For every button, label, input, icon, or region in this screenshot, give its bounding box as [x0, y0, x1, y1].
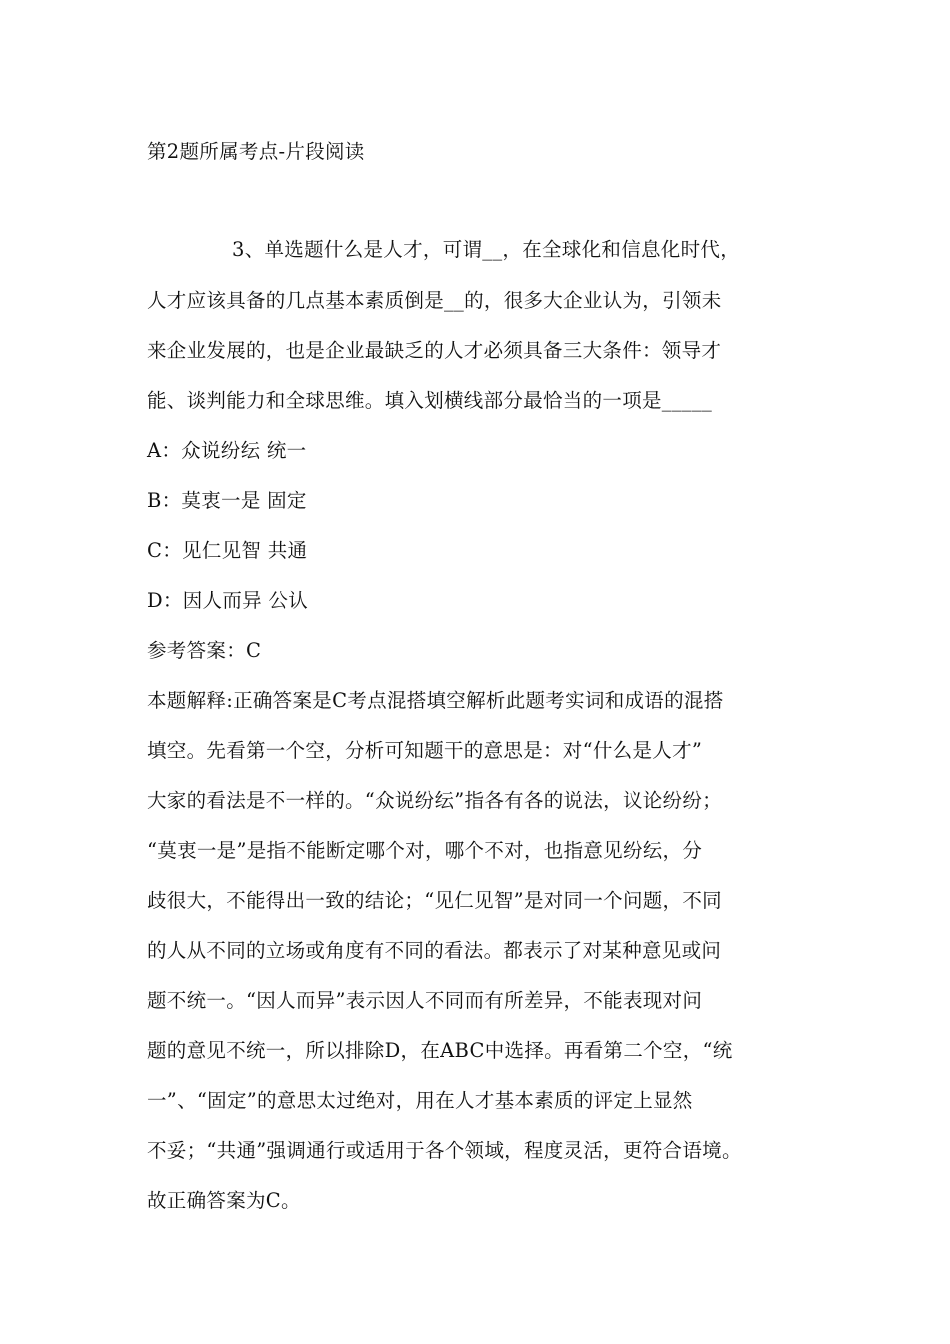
option-c: C：见仁见智 共通	[147, 539, 308, 562]
option-a: A：众说纷纭 统一	[147, 439, 307, 462]
explanation-line: 本题解释:正确答案是C考点混搭填空解析此题考实词和成语的混搭	[147, 689, 724, 712]
question-line: 3、单选题什么是人才，可谓__，在全球化和信息化时代，	[232, 238, 741, 261]
option-d: D：因人而异 公认	[147, 589, 309, 612]
explanation-line: 题的意见不统一，所以排除D，在ABC中选择。再看第二个空，“统	[147, 1039, 733, 1062]
explanation-line: 题不统一。“因人而异”表示因人不同而有所差异，不能表现对问	[147, 989, 703, 1012]
question-line: 能、谈判能力和全球思维。填入划横线部分最恰当的一项是_____	[147, 389, 713, 412]
explanation-line: 故正确答案为C。	[147, 1189, 301, 1212]
explanation-line: 不妥；“共通”强调通行或适用于各个领域，程度灵活，更符合语境。	[147, 1139, 742, 1162]
option-b: B：莫衷一是 固定	[147, 489, 307, 512]
explanation-line: 一”、“固定”的意思太过绝对，用在人才基本素质的评定上显然	[147, 1089, 693, 1112]
question-line: 人才应该具备的几点基本素质倒是__的，很多大企业认为，引领未	[147, 289, 722, 312]
explanation-line: 大家的看法是不一样的。“众说纷纭”指各有各的说法，议论纷纷；	[147, 789, 722, 812]
section-title: 第2题所属考点-片段阅读	[147, 140, 365, 163]
explanation-line: 的人从不同的立场或角度有不同的看法。都表示了对某种意见或问	[147, 939, 722, 962]
explanation-line: 填空。先看第一个空，分析可知题干的意思是：对“什么是人才”	[147, 739, 703, 762]
question-line: 来企业发展的，也是企业最缺乏的人才必须具备三大条件：领导才	[147, 339, 722, 362]
explanation-line: 歧很大，不能得出一致的结论；“见仁见智”是对同一个问题，不同	[147, 889, 722, 912]
reference-answer: 参考答案：C	[147, 639, 262, 662]
explanation-line: “莫衷一是”是指不能断定哪个对，哪个不对，也指意见纷纭，分	[147, 839, 703, 862]
